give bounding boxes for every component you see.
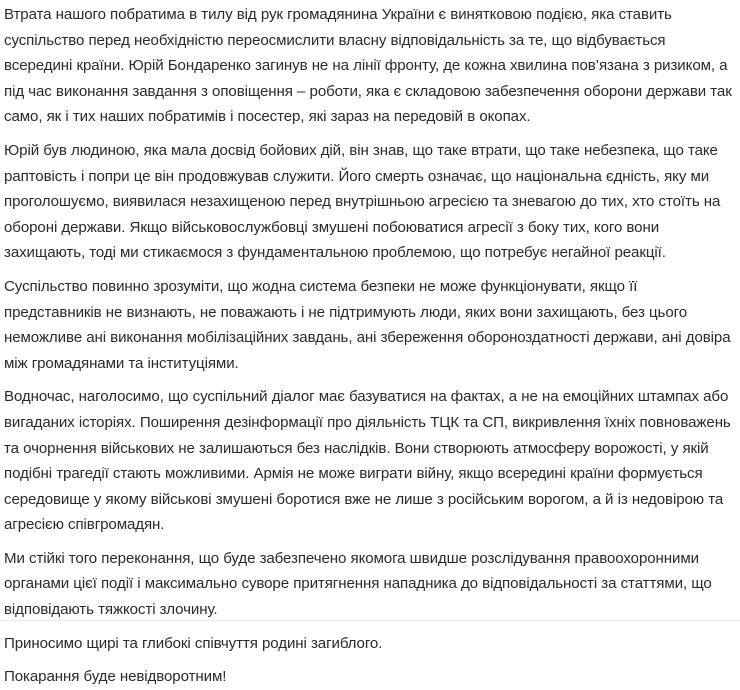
- statement-paragraph-1: Втрата нашого побратима в тилу від рук громадянина України є винятковою подією, яка ставить суспільство перед необхідністю переосмислити власну відповідальність за те, що відбувається всередині країни. Юрій Бондаренко загинув не на лінії фронту, де кожна хвилина пов’язана з ризиком, а під час виконання завдання з оповіщення – роботи, яка є складовою забезпечення оборони держави так само, як і тих наших побратимів і посестер, які зараз на передовій в окопах.: [4, 6, 732, 126]
- statement-paragraph-closing: Покарання буде невідворотним!: [4, 668, 227, 686]
- statement-paragraph-2: Юрій був людиною, яка мала досвід бойових дій, він знав, що таке втрати, що таке небезпека, що таке раптовість і попри це він продовжував служити. Його смерть означає, що національна єдність, яку ми проголошуємо, виявилася незахищеною перед внутрішньою агресією та зневагою до тих, хто стоїть на обороні держави. Якщо військовослужбовці змушені побоюватися агресії з боку тих, кого вони захищають, тоді ми стикаємося з фундаментальною проблемою, що потребує негайної реакції.: [4, 141, 721, 262]
- statement-paragraph-condolences: Приносимо щирі та глибокі співчуття родині загиблого.: [4, 634, 383, 652]
- statement-paragraph-4: Водночас, наголосимо, що суспільний діалог має базуватися на фактах, а не на емоційних штампах або вигаданих історіях. Поширення дезінформації про діяльність ТЦК та СП, викривлення їхніх повноважень та очорнення військових не залишаються без наслідків. Вони створюють атмосферу ворожості, у якій подібні трагедії стають можливими. Армія не може виграти війну, якщо всередині країни формується середовище у якому військові змушені боротися вже не лише з російським ворогом, а й із недовірою та агресією співгромадян.: [4, 388, 731, 534]
- statement-paragraph-5: Ми стійкі того переконання, що буде забезпечено якомога швидше розслідування правоохоронними органами цієї події і максимально суворе притягнення нападника до відповідальності за статтями, що відповідають тяжкості злочину.: [4, 549, 712, 619]
- bottom-divider: [0, 620, 740, 621]
- statement-paragraph-3: Суспільство повинно зрозуміти, що жодна система безпеки не може функціонувати, якщо її представників не визнають, не поважають і не підтримують люди, яких вони захищають, без цього неможливе ані виконання мобілізаційних завдань, ані збереження обороноздатності держави, ані довіра між громадянами та інституціями.: [4, 277, 731, 372]
